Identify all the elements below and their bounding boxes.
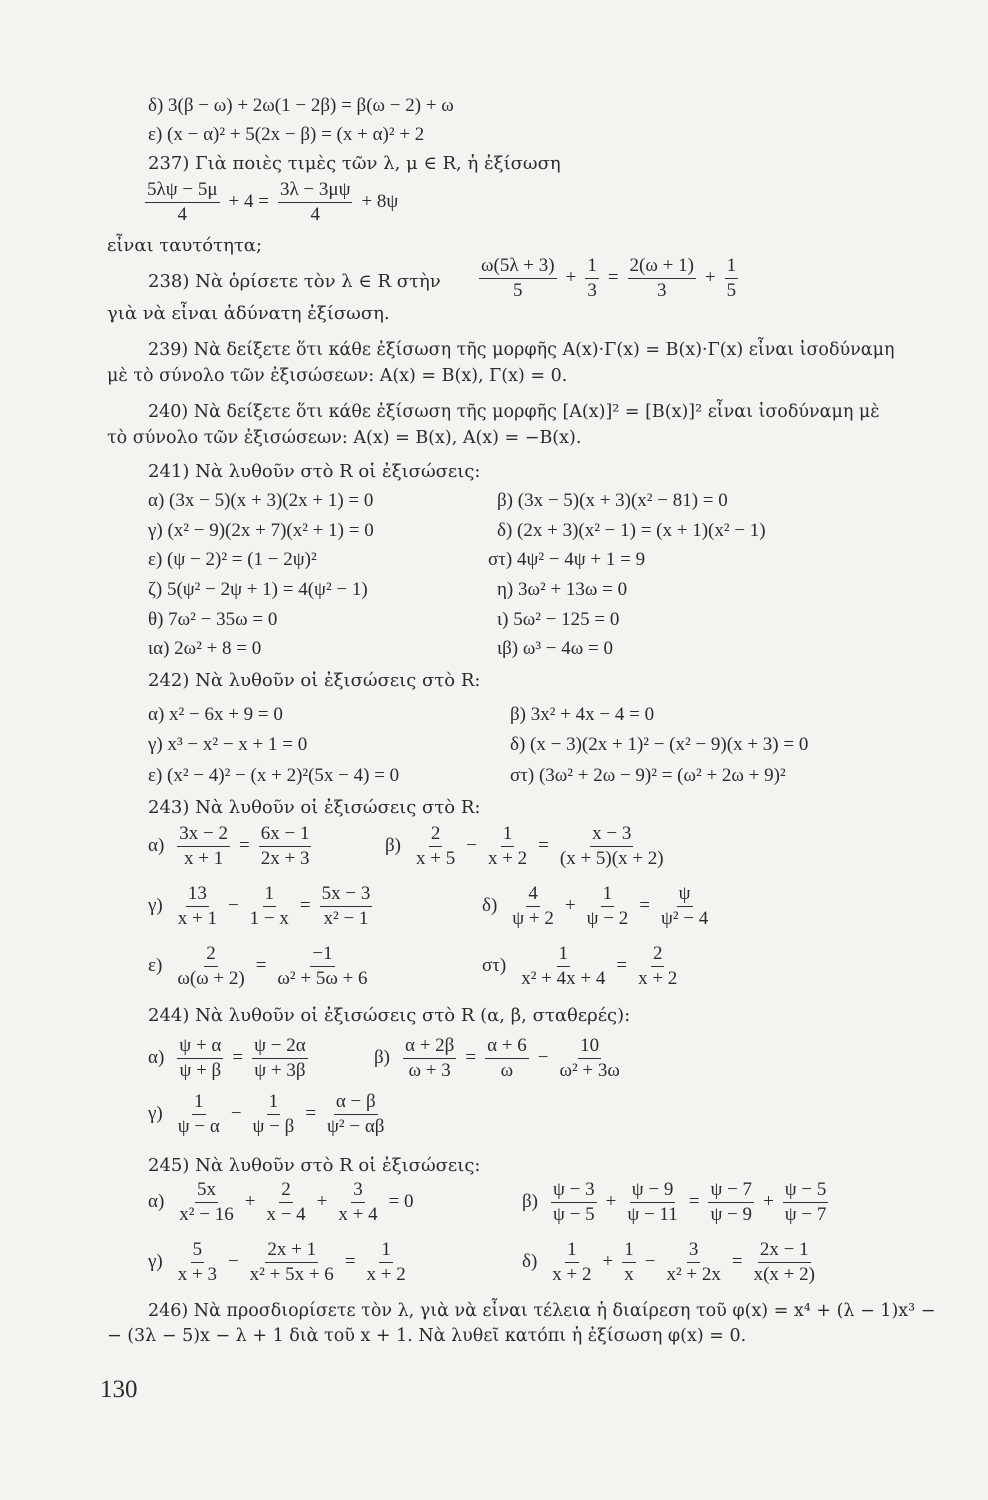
frac-num: 1	[585, 256, 599, 279]
operator: =	[255, 955, 267, 977]
frac-num: ψ − 5	[783, 1180, 829, 1203]
frac-num: 2x + 1	[265, 1240, 318, 1263]
frac-den: (x + 5)(x + 2)	[559, 847, 664, 869]
frac-num: x − 3	[590, 824, 633, 847]
operator: =	[639, 895, 650, 917]
frac-num: α + 2β	[403, 1036, 456, 1059]
operator: +	[704, 267, 716, 289]
frac-num: 5x − 3	[320, 884, 373, 907]
item-label: α)	[148, 1191, 165, 1213]
frac-num: 1	[267, 1092, 281, 1115]
operator: =	[688, 1191, 700, 1213]
frac-den: ψ − α	[177, 1115, 220, 1137]
problem-242-intro: 242) Νὰ λυθοῦν οἱ ἐξισώσεις στὸ R:	[148, 670, 481, 691]
frac-den: 3	[656, 279, 667, 301]
frac-num: 1	[601, 884, 615, 907]
operator: −	[644, 1251, 656, 1273]
problem-238-tail: γιὰ νὰ εἶναι ἀδύνατη ἐξίσωση.	[107, 303, 390, 324]
frac-den: ω	[500, 1059, 514, 1081]
frac-den: x² − 16	[179, 1203, 234, 1225]
frac-num: 1	[622, 1240, 636, 1263]
operator: +	[564, 895, 576, 917]
frac-den: x + 5	[416, 847, 456, 869]
frac-den: ψ − 7	[784, 1203, 827, 1225]
problem-240-line1: 240) Νὰ δείξετε ὅτι κάθε ἐξίσωση τῆς μορφῆς [A(x)]² = [B(x)]² εἶναι ἰσοδύναμη μὲ	[148, 402, 880, 422]
item-label: α)	[148, 1047, 165, 1069]
frac-num: 2	[279, 1180, 293, 1203]
problem-241-item: ια) 2ω² + 8 = 0	[148, 638, 262, 659]
item-label: ε)	[148, 955, 163, 977]
frac-den: x + 1	[184, 847, 224, 869]
problem-237-equation	[142, 180, 404, 225]
operator: +	[602, 1251, 614, 1273]
eq-delta: δ) 3(β − ω) + 2ω(1 − 2β) = β(ω − 2) + ω	[148, 95, 454, 116]
frac-num: 5λψ − 5μ	[145, 180, 220, 203]
operator: −	[230, 1103, 242, 1125]
frac-den: ω² + 3ω	[559, 1059, 620, 1081]
problem-242-item: α) x² − 6x + 9 = 0	[148, 704, 283, 725]
frac-den: 5	[513, 279, 523, 301]
problem-241-intro: 241) Νὰ λυθοῦν στὸ R οἱ ἐξισώσεις:	[148, 461, 481, 482]
operator: + 8ψ	[361, 191, 399, 213]
frac-num: 2	[204, 944, 218, 967]
operator: = 0	[388, 1191, 414, 1213]
frac-den: x² + 5x + 6	[249, 1263, 334, 1285]
problem-241-item: β) (3x − 5)(x + 3)(x² − 81) = 0	[497, 490, 728, 511]
frac-den: x + 3	[177, 1263, 217, 1285]
frac-num: ψ + α	[177, 1036, 223, 1059]
problem-245-a	[148, 1180, 420, 1225]
problem-243-b	[385, 824, 669, 869]
problem-241-item: θ) 7ω² − 35ω = 0	[148, 609, 278, 630]
frac-den: 4	[177, 203, 187, 225]
problem-241-item: ε) (ψ − 2)² = (1 − 2ψ)²	[148, 549, 317, 570]
problem-241-item: ιβ) ω³ − 4ω = 0	[497, 638, 613, 659]
frac-den: 2x + 3	[260, 847, 310, 869]
problem-240-line2: τὸ σύνολο τῶν ἐξισώσεων: A(x) = B(x), A(x) = −B(x).	[107, 428, 582, 448]
frac-den: ω + 3	[408, 1059, 451, 1081]
frac-num: ψ − 7	[708, 1180, 754, 1203]
frac-num: 1	[379, 1240, 393, 1263]
operator: =	[538, 835, 549, 857]
frac-den: x² + 4x + 4	[521, 967, 606, 989]
problem-241-item: γ) (x² − 9)(2x + 7)(x² + 1) = 0	[148, 520, 374, 541]
frac-num: −1	[310, 944, 334, 967]
frac-den: ω² + 5ω + 6	[277, 967, 368, 989]
frac-num: 3	[687, 1240, 701, 1263]
frac-num: ψ	[677, 884, 693, 907]
frac-num: α − β	[334, 1092, 378, 1115]
operator: =	[607, 267, 619, 289]
frac-num: 3	[351, 1180, 365, 1203]
operator: +	[565, 267, 577, 289]
problem-242-item: β) 3x² + 4x − 4 = 0	[510, 704, 655, 725]
problem-245-d	[522, 1240, 820, 1285]
problem-241-item: στ) 4ψ² − 4ψ + 1 = 9	[488, 549, 646, 570]
operator: +	[244, 1191, 256, 1213]
operator: =	[232, 1047, 244, 1069]
operator: +	[605, 1191, 617, 1213]
problem-239-line2: μὲ τὸ σύνολο τῶν ἐξισώσεων: A(x) = B(x), Γ(x) = 0.	[107, 366, 568, 386]
problem-243-c	[148, 884, 375, 929]
frac-num: 1	[501, 824, 515, 847]
operator: −	[227, 1251, 239, 1273]
problem-242-item: γ) x³ − x² − x + 1 = 0	[148, 734, 308, 755]
problem-244-b	[374, 1036, 625, 1081]
frac-den: ψ + β	[179, 1059, 222, 1081]
problem-243-a	[148, 824, 314, 869]
operator: =	[299, 895, 311, 917]
frac-num: 2	[429, 824, 443, 847]
frac-den: x − 4	[266, 1203, 306, 1225]
item-label: γ)	[148, 895, 163, 917]
frac-den: ψ − 9	[710, 1203, 753, 1225]
frac-num: 1	[263, 884, 277, 907]
problem-241-item: ζ) 5(ψ² − 2ψ + 1) = 4(ψ² − 1)	[148, 579, 368, 600]
problem-242-item: δ) (x − 3)(2x + 1)² − (x² − 9)(x + 3) = 0	[510, 734, 809, 755]
frac-den: x	[624, 1263, 634, 1285]
item-label: δ)	[482, 895, 498, 917]
frac-num: α + 6	[485, 1036, 529, 1059]
eq-epsilon: ε) (x − α)² + 5(2x − β) = (x + α)² + 2	[148, 124, 425, 145]
operator: =	[305, 1103, 317, 1125]
frac-den: 4	[310, 203, 320, 225]
frac-den: x + 2	[638, 967, 678, 989]
frac-den: ψ − 2	[586, 907, 629, 929]
operator: =	[465, 1047, 477, 1069]
frac-num: ψ − 9	[630, 1180, 676, 1203]
frac-num: 2x − 1	[758, 1240, 811, 1263]
problem-242-item: στ) (3ω² + 2ω − 9)² = (ω² + 2ω + 9)²	[510, 765, 786, 786]
item-label: β)	[522, 1191, 538, 1213]
frac-den: x(x + 2)	[753, 1263, 815, 1285]
page-number: 130	[100, 1376, 138, 1403]
problem-243-f	[482, 944, 682, 989]
frac-den: x² − 1	[323, 907, 369, 929]
problem-245-c	[148, 1240, 411, 1285]
frac-den: ψ − 5	[553, 1203, 595, 1225]
item-label: δ)	[522, 1251, 538, 1273]
problem-244-c	[148, 1092, 389, 1137]
frac-num: 3λ − 3μψ	[278, 180, 353, 203]
frac-num: 3x − 2	[177, 824, 230, 847]
problem-239-line1: 239) Νὰ δείξετε ὅτι κάθε ἐξίσωση τῆς μορφῆς A(x)·Γ(x) = B(x)·Γ(x) εἶναι ἰσοδύναμη	[148, 340, 895, 360]
problem-242-item: ε) (x² − 4)² − (x + 2)²(5x − 4) = 0	[148, 765, 400, 786]
problem-246-line1: 246) Νὰ προσδιορίσετε τὸν λ, γιὰ νὰ εἶναι τέλεια ἡ διαίρεση τοῦ φ(x) = x⁴ + (λ − 1)x³ −	[148, 1301, 936, 1321]
frac-den: 1 − x	[249, 907, 289, 929]
frac-den: ω(ω + 2)	[177, 967, 245, 989]
operator: =	[616, 955, 628, 977]
item-label: γ)	[148, 1251, 163, 1273]
operator: =	[731, 1251, 743, 1273]
frac-num: 1	[725, 256, 739, 279]
frac-den: x + 2	[366, 1263, 406, 1285]
frac-num: ω(5λ + 3)	[479, 256, 557, 279]
frac-num: 1	[192, 1092, 206, 1115]
frac-num: ψ − 2α	[252, 1036, 308, 1059]
problem-237-question: εἶναι ταυτότητα;	[107, 235, 263, 256]
frac-num: 5x	[195, 1180, 218, 1203]
frac-den: ψ + 2	[512, 907, 554, 929]
frac-num: 10	[578, 1036, 601, 1059]
problem-245-b	[522, 1180, 831, 1225]
operator: + 4 =	[228, 191, 269, 213]
problem-237-intro: 237) Γιὰ ποιὲς τιμὲς τῶν λ, μ ∈ R, ἡ ἐξίσωση	[148, 153, 561, 174]
problem-241-item: δ) (2x + 3)(x² − 1) = (x + 1)(x² − 1)	[497, 520, 766, 541]
item-label: στ)	[482, 955, 507, 977]
item-label: α)	[148, 835, 165, 857]
problem-244-intro: 244) Νὰ λυθοῦν οἱ ἐξισώσεις στὸ R (α, β, σταθερές):	[148, 1005, 631, 1026]
operator: =	[239, 835, 250, 857]
frac-den: ψ + 3β	[254, 1059, 306, 1081]
item-label: β)	[385, 835, 401, 857]
operator: −	[537, 1047, 549, 1069]
frac-den: ψ² − αβ	[327, 1115, 385, 1137]
frac-den: 5	[726, 279, 737, 301]
problem-238-intro: 238) Νὰ ὁρίσετε τὸν λ ∈ R στὴν	[148, 271, 441, 292]
frac-den: x + 2	[552, 1263, 592, 1285]
frac-num: 2	[651, 944, 665, 967]
frac-num: 5	[191, 1240, 205, 1263]
problem-244-a	[148, 1036, 311, 1081]
problem-241-item: ι) 5ω² − 125 = 0	[497, 609, 620, 630]
operator: −	[227, 895, 239, 917]
frac-num: ψ − 3	[551, 1180, 597, 1203]
frac-num: 1	[557, 944, 571, 967]
problem-241-item: α) (3x − 5)(x + 3)(2x + 1) = 0	[148, 490, 374, 511]
item-label: β)	[374, 1047, 390, 1069]
problem-245-intro: 245) Νὰ λυθοῦν στὸ R οἱ ἐξισώσεις:	[148, 1155, 481, 1176]
frac-den: x² + 2x	[666, 1263, 721, 1285]
problem-243-intro: 243) Νὰ λυθοῦν οἱ ἐξισώσεις στὸ R:	[148, 797, 481, 818]
frac-den: x + 4	[338, 1203, 378, 1225]
item-label: γ)	[148, 1103, 163, 1125]
operator: =	[344, 1251, 356, 1273]
operator: +	[316, 1191, 328, 1213]
frac-num: 6x − 1	[259, 824, 312, 847]
frac-den: x + 2	[487, 847, 528, 869]
frac-den: ψ − β	[252, 1115, 295, 1137]
operator: −	[466, 835, 477, 857]
operator: +	[763, 1191, 774, 1213]
problem-238-equation	[476, 256, 741, 301]
frac-den: ψ − 11	[627, 1203, 678, 1225]
frac-den: 3	[587, 279, 597, 301]
frac-num: 2(ω + 1)	[628, 256, 696, 279]
problem-241-item: η) 3ω² + 13ω = 0	[497, 579, 628, 600]
frac-num: 13	[186, 884, 209, 907]
frac-den: ψ² − 4	[660, 907, 709, 929]
problem-243-d	[482, 884, 713, 929]
problem-246-line2: − (3λ − 5)x − λ + 1 διὰ τοῦ x + 1. Νὰ λυθεῖ κατόπι ἡ ἐξίσωση φ(x) = 0.	[107, 1326, 747, 1346]
problem-243-e	[148, 944, 373, 989]
frac-num: 1	[565, 1240, 579, 1263]
frac-den: x + 1	[177, 907, 217, 929]
frac-num: 4	[526, 884, 540, 907]
